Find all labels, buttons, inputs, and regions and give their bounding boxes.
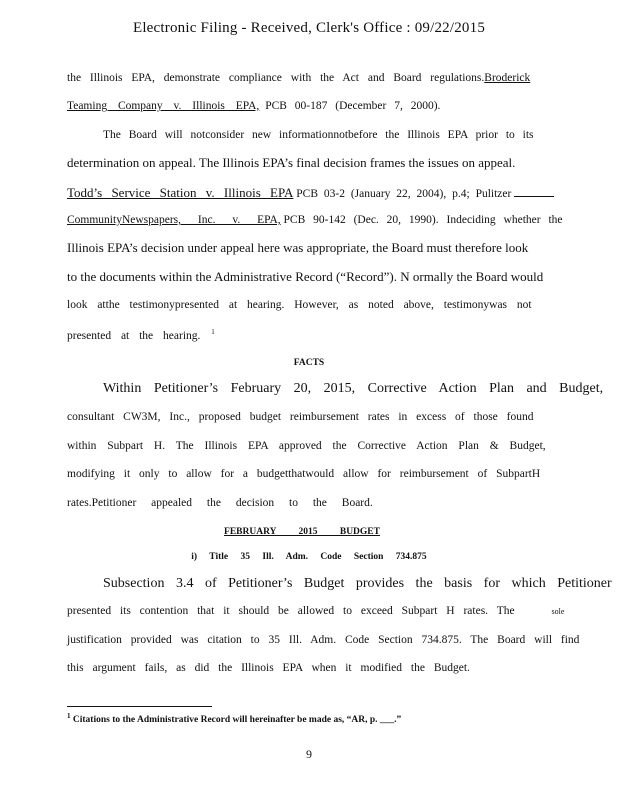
filing-header: Electronic Filing - Received, Clerk's Office : 09/22/2015: [132, 20, 486, 36]
body-line: [67, 214, 563, 226]
body-line: [67, 72, 537, 84]
footnote: [67, 712, 401, 725]
body-text: Subsection 3.4 of Petitioner’s Budget provides the basis for which Petitioner: [103, 576, 612, 591]
body-line: [67, 440, 546, 452]
footnote-marker[interactable]: 1: [211, 328, 215, 336]
body-line: [67, 662, 537, 674]
body-line: [67, 155, 537, 171]
subsection-heading-text: i) Title 35 Ill. Adm. Code Section 734.875: [191, 552, 427, 562]
section-heading-budget: [0, 527, 618, 537]
case-citation: Todd’s Service Station v. Illinois EPA: [67, 185, 294, 200]
body-text: justification provided was citation to 35 Ill. Adm. Code Section 734.875. The Board will find: [67, 634, 580, 646]
body-line: [103, 129, 537, 141]
page-number: 9: [306, 747, 312, 761]
body-line: [67, 497, 537, 509]
footnote-mark: 1: [67, 712, 71, 720]
body-text: the Illinois EPA, demonstrate compliance with the Act and Board regulations.: [67, 72, 485, 84]
body-text: The Board will notconsider new informationnotbefore the Illinois EPA prior to its: [103, 129, 534, 141]
body-line: [67, 634, 580, 646]
subsection-heading: [0, 552, 618, 562]
body-line: [67, 269, 544, 285]
body-text: consultant CW3M, Inc., proposed budget reimbursement rates in excess of those found: [67, 411, 534, 423]
citation-detail: PCB 03-2 (January 22, 2004), p.4; Pulitzer: [296, 188, 512, 200]
body-text: look atthe testimonypresented at hearing. However, as noted above, testimonywas not: [67, 299, 532, 311]
body-text: rates.Petitioner appealed the decision to the Board.: [67, 497, 373, 509]
body-line: [67, 411, 537, 423]
body-text: modifying it only to allow for a budgetthatwould allow for reimbursement of SubpartH: [67, 468, 541, 480]
body-text: determination on appeal. The Illinois EPA’s final decision frames the issues on appeal.: [67, 155, 516, 170]
body-text: presented at the hearing.: [67, 329, 201, 342]
footnote-separator: [67, 706, 212, 707]
case-citation: Broderick: [484, 72, 531, 84]
body-line: [67, 100, 537, 112]
body-line: [67, 299, 537, 311]
body-line: [103, 381, 604, 397]
footnote-text: Citations to the Administrative Record will hereinafter be made as, “AR, p. ___.”: [72, 715, 402, 726]
underline-blank: [514, 186, 554, 197]
citation-detail: PCB 90-142 (Dec. 20, 1990). Indeciding whether the: [283, 214, 563, 226]
body-text: Within Petitioner’s February 20, 2015, Corrective Action Plan and Budget,: [103, 381, 604, 396]
body-text: to the documents within the Administrative Record (“Record”). N ormally the Board would: [67, 269, 544, 284]
body-line: [103, 576, 612, 592]
body-text: within Subpart H. The Illinois EPA approved the Corrective Action Plan & Budget,: [67, 440, 546, 452]
budget-heading-text: FEBRUARY 2015 BUDGET: [224, 527, 380, 537]
body-line: [67, 328, 537, 342]
body-line: [67, 185, 537, 201]
body-text: this argument fails, as did the Illinois EPA when it modified the Budget.: [67, 662, 470, 674]
body-text: presented its contention that it should be allowed to exceed Subpart H rates. The: [67, 605, 515, 617]
body-text: Illinois EPA’s decision under appeal here was appropriate, the Board must therefore look: [67, 240, 529, 255]
citation-detail: PCB 00-187 (December 7, 2000).: [265, 100, 441, 112]
body-line: [67, 605, 565, 617]
case-citation: Teaming Company v. Illinois EPA,: [67, 100, 260, 112]
body-text: sole: [551, 607, 565, 616]
section-heading-facts: FACTS: [293, 358, 325, 368]
body-line: [67, 468, 541, 480]
case-citation: CommunityNewspapers, Inc. v. EPA,: [67, 214, 281, 226]
body-line: [67, 240, 537, 256]
